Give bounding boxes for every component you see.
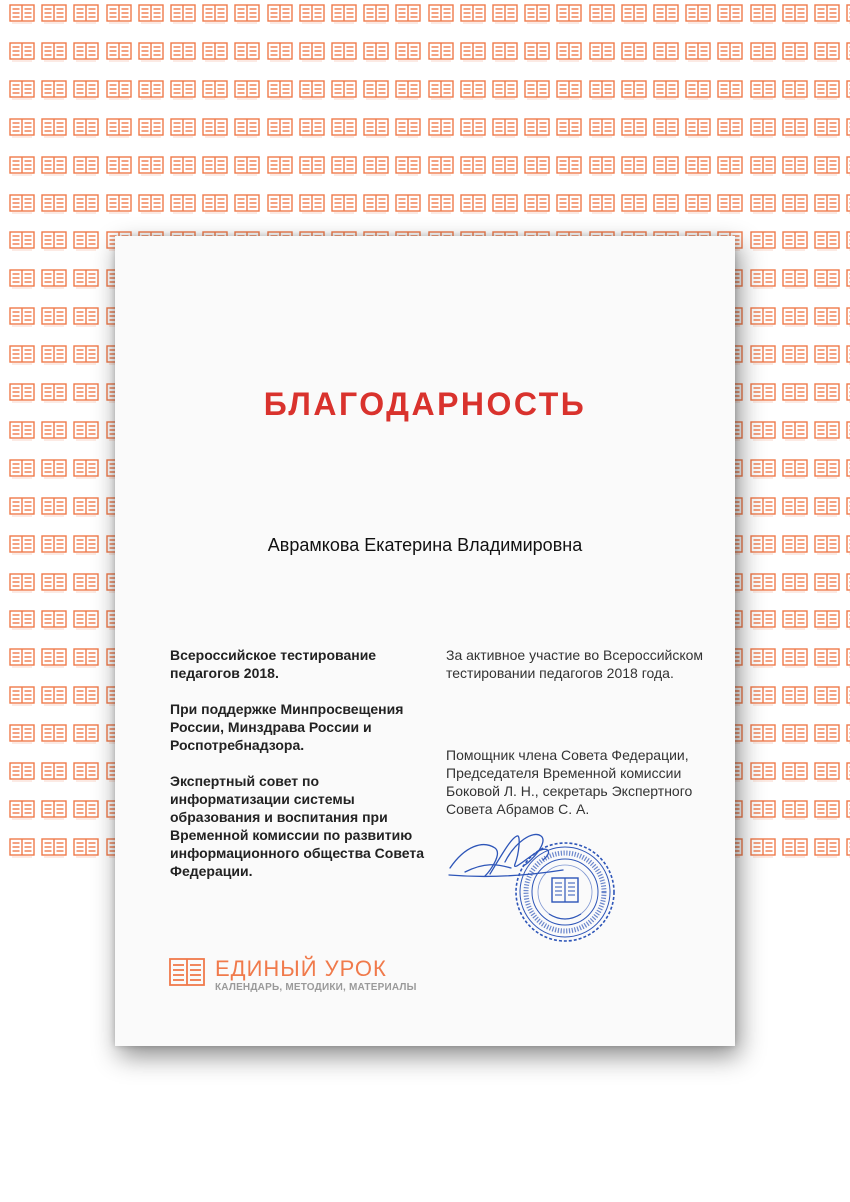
- book-pattern-icon: [9, 800, 35, 820]
- book-pattern-icon: [846, 421, 850, 441]
- book-pattern-icon: [9, 573, 35, 593]
- book-pattern-icon: [814, 686, 840, 706]
- book-pattern-icon: [717, 194, 743, 214]
- book-pattern-icon: [73, 686, 99, 706]
- book-pattern-icon: [782, 307, 808, 327]
- book-pattern-icon: [846, 573, 850, 593]
- book-pattern-icon: [9, 307, 35, 327]
- book-pattern-icon: [202, 80, 228, 100]
- book-pattern-icon: [814, 383, 840, 403]
- book-pattern-icon: [267, 80, 293, 100]
- book-pattern-icon: [41, 610, 67, 630]
- book-pattern-icon: [73, 724, 99, 744]
- book-pattern-icon: [41, 573, 67, 593]
- book-pattern-icon: [846, 345, 850, 365]
- book-pattern-icon: [234, 156, 260, 176]
- book-pattern-icon: [299, 42, 325, 62]
- book-pattern-icon: [750, 383, 776, 403]
- book-pattern-icon: [589, 156, 615, 176]
- book-pattern-icon: [750, 231, 776, 251]
- book-pattern-icon: [782, 42, 808, 62]
- book-pattern-icon: [9, 648, 35, 668]
- book-pattern-icon: [814, 724, 840, 744]
- book-pattern-icon: [492, 4, 518, 24]
- book-pattern-icon: [395, 118, 421, 138]
- book-pattern-icon: [782, 269, 808, 289]
- book-pattern-icon: [492, 118, 518, 138]
- book-pattern-icon: [363, 4, 389, 24]
- book-pattern-icon: [846, 648, 850, 668]
- book-pattern-icon: [492, 80, 518, 100]
- book-pattern-icon: [170, 156, 196, 176]
- book-pattern-icon: [73, 459, 99, 479]
- book-pattern-icon: [717, 4, 743, 24]
- book-pattern-icon: [331, 156, 357, 176]
- book-pattern-icon: [267, 4, 293, 24]
- book-pattern-icon: [589, 118, 615, 138]
- book-pattern-icon: [9, 42, 35, 62]
- book-pattern-icon: [524, 118, 550, 138]
- book-pattern-icon: [9, 421, 35, 441]
- book-pattern-icon: [395, 42, 421, 62]
- book-pattern-icon: [41, 383, 67, 403]
- book-pattern-icon: [106, 194, 132, 214]
- book-pattern-icon: [73, 156, 99, 176]
- award-details: [446, 646, 726, 818]
- book-pattern-icon: [170, 4, 196, 24]
- book-pattern-icon: [9, 118, 35, 138]
- book-pattern-icon: [170, 194, 196, 214]
- book-pattern-icon: [782, 610, 808, 630]
- signature-icon: [445, 828, 575, 893]
- book-pattern-icon: [846, 80, 850, 100]
- book-pattern-icon: [331, 42, 357, 62]
- book-pattern-icon: [782, 686, 808, 706]
- book-pattern-icon: [9, 80, 35, 100]
- book-pattern-icon: [9, 838, 35, 858]
- book-pattern-icon: [750, 573, 776, 593]
- book-pattern-icon: [41, 307, 67, 327]
- book-pattern-icon: [782, 800, 808, 820]
- book-pattern-icon: [73, 421, 99, 441]
- book-pattern-icon: [814, 573, 840, 593]
- book-pattern-icon: [234, 118, 260, 138]
- book-pattern-icon: [234, 194, 260, 214]
- book-pattern-icon: [202, 118, 228, 138]
- book-pattern-icon: [9, 269, 35, 289]
- council-text: Экспертный совет по информатизации системы образования и воспитания при Временной комиссии по развитию информационного общества Совета Федерации.: [170, 773, 425, 879]
- book-pattern-icon: [750, 194, 776, 214]
- book-pattern-icon: [782, 421, 808, 441]
- book-pattern-icon: [782, 838, 808, 858]
- book-pattern-icon: [717, 80, 743, 100]
- book-pattern-icon: [814, 118, 840, 138]
- book-pattern-icon: [653, 194, 679, 214]
- book-pattern-icon: [395, 80, 421, 100]
- book-pattern-icon: [653, 156, 679, 176]
- book-pattern-icon: [814, 231, 840, 251]
- book-pattern-icon: [621, 42, 647, 62]
- book-pattern-icon: [750, 497, 776, 517]
- book-pattern-icon: [170, 42, 196, 62]
- book-pattern-icon: [782, 535, 808, 555]
- book-pattern-icon: [138, 42, 164, 62]
- book-pattern-icon: [750, 724, 776, 744]
- book-pattern-icon: [460, 156, 486, 176]
- book-pattern-icon: [782, 573, 808, 593]
- book-pattern-icon: [363, 42, 389, 62]
- book-pattern-icon: [41, 535, 67, 555]
- book-pattern-icon: [685, 4, 711, 24]
- book-pattern-icon: [41, 42, 67, 62]
- book-pattern-icon: [170, 80, 196, 100]
- book-pattern-icon: [814, 269, 840, 289]
- book-pattern-icon: [814, 648, 840, 668]
- book-pattern-icon: [750, 118, 776, 138]
- book-pattern-icon: [331, 194, 357, 214]
- book-pattern-icon: [41, 762, 67, 782]
- book-pattern-icon: [782, 762, 808, 782]
- book-pattern-icon: [138, 118, 164, 138]
- book-pattern-icon: [170, 118, 196, 138]
- book-pattern-icon: [653, 118, 679, 138]
- book-pattern-icon: [395, 4, 421, 24]
- book-pattern-icon: [814, 42, 840, 62]
- book-pattern-icon: [460, 4, 486, 24]
- book-pattern-icon: [685, 42, 711, 62]
- book-pattern-icon: [9, 231, 35, 251]
- book-pattern-icon: [814, 800, 840, 820]
- book-pattern-icon: [524, 156, 550, 176]
- book-pattern-icon: [750, 269, 776, 289]
- book-pattern-icon: [41, 345, 67, 365]
- book-pattern-icon: [9, 345, 35, 365]
- support-text: При поддержке Минпросвещения России, Минздрава России и Роспотребнадзора.: [170, 701, 404, 753]
- book-pattern-icon: [363, 194, 389, 214]
- book-pattern-icon: [9, 4, 35, 24]
- book-pattern-icon: [138, 4, 164, 24]
- book-pattern-icon: [524, 194, 550, 214]
- book-pattern-icon: [750, 4, 776, 24]
- book-pattern-icon: [814, 345, 840, 365]
- book-pattern-icon: [202, 194, 228, 214]
- book-pattern-icon: [814, 535, 840, 555]
- book-pattern-icon: [9, 497, 35, 517]
- book-pattern-icon: [782, 194, 808, 214]
- book-pattern-icon: [106, 42, 132, 62]
- book-pattern-icon: [9, 762, 35, 782]
- book-pattern-icon: [428, 194, 454, 214]
- book-pattern-icon: [41, 194, 67, 214]
- book-pattern-icon: [73, 838, 99, 858]
- award-reason: За активное участие во Всероссийском тестировании педагогов 2018 года.: [446, 647, 704, 681]
- book-pattern-icon: [73, 194, 99, 214]
- certificate-page: [115, 236, 735, 1046]
- book-pattern-icon: [73, 80, 99, 100]
- book-pattern-icon: [428, 118, 454, 138]
- book-pattern-icon: [234, 42, 260, 62]
- book-pattern-icon: [106, 156, 132, 176]
- book-pattern-icon: [41, 80, 67, 100]
- book-pattern-icon: [73, 573, 99, 593]
- book-pattern-icon: [782, 80, 808, 100]
- book-pattern-icon: [814, 421, 840, 441]
- book-pattern-icon: [73, 800, 99, 820]
- book-pattern-icon: [814, 459, 840, 479]
- book-pattern-icon: [750, 42, 776, 62]
- book-pattern-icon: [556, 80, 582, 100]
- book-pattern-icon: [299, 194, 325, 214]
- book-pattern-icon: [73, 269, 99, 289]
- book-pattern-icon: [41, 724, 67, 744]
- book-pattern-icon: [428, 42, 454, 62]
- book-pattern-icon: [41, 4, 67, 24]
- book-pattern-icon: [331, 118, 357, 138]
- book-pattern-icon: [846, 118, 850, 138]
- book-pattern-icon: [717, 156, 743, 176]
- book-pattern-icon: [750, 307, 776, 327]
- book-pattern-icon: [685, 80, 711, 100]
- book-pattern-icon: [782, 383, 808, 403]
- book-pattern-icon: [9, 686, 35, 706]
- book-pattern-icon: [846, 194, 850, 214]
- book-pattern-icon: [846, 800, 850, 820]
- book-pattern-icon: [234, 80, 260, 100]
- book-pattern-icon: [267, 42, 293, 62]
- book-pattern-icon: [653, 4, 679, 24]
- book-pattern-icon: [9, 383, 35, 403]
- book-pattern-icon: [267, 156, 293, 176]
- book-pattern-icon: [492, 42, 518, 62]
- book-pattern-icon: [556, 194, 582, 214]
- open-book-icon: [169, 958, 205, 991]
- book-pattern-icon: [589, 80, 615, 100]
- book-pattern-icon: [106, 80, 132, 100]
- book-pattern-icon: [846, 307, 850, 327]
- book-pattern-icon: [814, 307, 840, 327]
- book-pattern-icon: [846, 838, 850, 858]
- book-pattern-icon: [41, 421, 67, 441]
- book-pattern-icon: [73, 497, 99, 517]
- book-pattern-icon: [492, 194, 518, 214]
- book-pattern-icon: [556, 156, 582, 176]
- book-pattern-icon: [299, 156, 325, 176]
- book-pattern-icon: [363, 156, 389, 176]
- book-pattern-icon: [846, 762, 850, 782]
- book-pattern-icon: [460, 42, 486, 62]
- book-pattern-icon: [138, 194, 164, 214]
- book-pattern-icon: [492, 156, 518, 176]
- book-pattern-icon: [750, 800, 776, 820]
- book-pattern-icon: [460, 80, 486, 100]
- book-pattern-icon: [73, 4, 99, 24]
- book-pattern-icon: [653, 42, 679, 62]
- book-pattern-icon: [814, 497, 840, 517]
- book-pattern-icon: [138, 80, 164, 100]
- book-pattern-icon: [782, 724, 808, 744]
- book-pattern-icon: [41, 838, 67, 858]
- book-pattern-icon: [750, 648, 776, 668]
- book-pattern-icon: [299, 4, 325, 24]
- logo-name: ЕДИНЫЙ УРОК: [215, 956, 387, 981]
- book-pattern-icon: [782, 231, 808, 251]
- book-pattern-icon: [267, 194, 293, 214]
- certificate-title: БЛАГОДАРНОСТЬ: [263, 386, 587, 422]
- book-pattern-icon: [460, 118, 486, 138]
- book-pattern-icon: [750, 762, 776, 782]
- book-pattern-icon: [460, 194, 486, 214]
- book-pattern-icon: [846, 535, 850, 555]
- book-pattern-icon: [846, 383, 850, 403]
- book-pattern-icon: [846, 156, 850, 176]
- book-pattern-icon: [41, 800, 67, 820]
- book-pattern-icon: [41, 156, 67, 176]
- book-pattern-icon: [556, 42, 582, 62]
- book-pattern-icon: [814, 80, 840, 100]
- book-pattern-icon: [621, 118, 647, 138]
- book-pattern-icon: [717, 118, 743, 138]
- book-pattern-icon: [750, 535, 776, 555]
- book-pattern-icon: [428, 4, 454, 24]
- book-pattern-icon: [621, 194, 647, 214]
- event-name: Всероссийское тестирование педагогов 2018.: [170, 647, 377, 681]
- book-pattern-icon: [9, 724, 35, 744]
- book-pattern-icon: [106, 118, 132, 138]
- book-pattern-icon: [750, 80, 776, 100]
- book-pattern-icon: [41, 497, 67, 517]
- book-pattern-icon: [782, 648, 808, 668]
- book-pattern-icon: [750, 610, 776, 630]
- book-pattern-icon: [653, 80, 679, 100]
- book-pattern-icon: [846, 686, 850, 706]
- book-pattern-icon: [814, 194, 840, 214]
- book-pattern-icon: [750, 345, 776, 365]
- book-pattern-icon: [750, 421, 776, 441]
- book-pattern-icon: [621, 80, 647, 100]
- book-pattern-icon: [73, 231, 99, 251]
- book-pattern-icon: [9, 194, 35, 214]
- book-pattern-icon: [363, 118, 389, 138]
- book-pattern-icon: [73, 383, 99, 403]
- book-pattern-icon: [331, 80, 357, 100]
- book-pattern-icon: [814, 156, 840, 176]
- book-pattern-icon: [621, 4, 647, 24]
- book-pattern-icon: [73, 345, 99, 365]
- book-pattern-icon: [41, 231, 67, 251]
- book-pattern-icon: [846, 231, 850, 251]
- book-pattern-icon: [73, 535, 99, 555]
- book-pattern-icon: [106, 4, 132, 24]
- book-pattern-icon: [846, 497, 850, 517]
- book-pattern-icon: [782, 156, 808, 176]
- book-pattern-icon: [846, 42, 850, 62]
- book-pattern-icon: [846, 610, 850, 630]
- book-pattern-icon: [41, 118, 67, 138]
- book-pattern-icon: [73, 648, 99, 668]
- book-pattern-icon: [9, 535, 35, 555]
- book-pattern-icon: [9, 459, 35, 479]
- book-pattern-icon: [589, 4, 615, 24]
- book-pattern-icon: [556, 4, 582, 24]
- book-pattern-icon: [395, 194, 421, 214]
- logo-tagline: КАЛЕНДАРЬ, МЕТОДИКИ, МАТЕРИАЛЫ: [215, 982, 417, 993]
- book-pattern-icon: [621, 156, 647, 176]
- book-pattern-icon: [299, 118, 325, 138]
- book-pattern-icon: [267, 118, 293, 138]
- book-pattern-icon: [750, 686, 776, 706]
- book-pattern-icon: [428, 156, 454, 176]
- book-pattern-icon: [685, 118, 711, 138]
- book-pattern-icon: [524, 42, 550, 62]
- book-pattern-icon: [363, 80, 389, 100]
- book-pattern-icon: [73, 762, 99, 782]
- book-pattern-icon: [846, 459, 850, 479]
- book-pattern-icon: [395, 156, 421, 176]
- book-pattern-icon: [202, 42, 228, 62]
- book-pattern-icon: [782, 118, 808, 138]
- book-pattern-icon: [782, 497, 808, 517]
- book-pattern-icon: [782, 345, 808, 365]
- book-pattern-icon: [685, 194, 711, 214]
- book-pattern-icon: [589, 42, 615, 62]
- book-pattern-icon: [750, 156, 776, 176]
- book-pattern-icon: [814, 762, 840, 782]
- book-pattern-icon: [73, 118, 99, 138]
- book-pattern-icon: [556, 118, 582, 138]
- organizer-info: [170, 646, 430, 898]
- book-pattern-icon: [73, 42, 99, 62]
- book-pattern-icon: [750, 459, 776, 479]
- book-pattern-icon: [846, 4, 850, 24]
- book-pattern-icon: [814, 610, 840, 630]
- book-pattern-icon: [41, 459, 67, 479]
- book-pattern-icon: [524, 80, 550, 100]
- book-pattern-icon: [202, 4, 228, 24]
- book-pattern-icon: [202, 156, 228, 176]
- book-pattern-icon: [685, 156, 711, 176]
- book-pattern-icon: [299, 80, 325, 100]
- book-pattern-icon: [589, 194, 615, 214]
- book-pattern-icon: [782, 4, 808, 24]
- book-pattern-icon: [234, 4, 260, 24]
- book-pattern-icon: [73, 610, 99, 630]
- book-pattern-icon: [782, 459, 808, 479]
- book-pattern-icon: [41, 269, 67, 289]
- book-pattern-icon: [41, 686, 67, 706]
- book-pattern-icon: [41, 648, 67, 668]
- signer-text: Помощник члена Совета Федерации, Председателя Временной комиссии Боковой Л. Н., секретарь Экспертного Совета Абрамов С. А.: [446, 747, 693, 817]
- book-pattern-icon: [717, 42, 743, 62]
- book-pattern-icon: [750, 838, 776, 858]
- book-pattern-icon: [814, 4, 840, 24]
- book-pattern-icon: [428, 80, 454, 100]
- book-pattern-icon: [846, 724, 850, 744]
- book-pattern-icon: [331, 4, 357, 24]
- book-pattern-icon: [846, 269, 850, 289]
- book-pattern-icon: [814, 838, 840, 858]
- book-pattern-icon: [9, 610, 35, 630]
- recipient-name: Аврамкова Екатерина Владимировна: [267, 535, 583, 555]
- book-pattern-icon: [73, 307, 99, 327]
- book-pattern-icon: [9, 156, 35, 176]
- book-pattern-icon: [524, 4, 550, 24]
- book-pattern-icon: [138, 156, 164, 176]
